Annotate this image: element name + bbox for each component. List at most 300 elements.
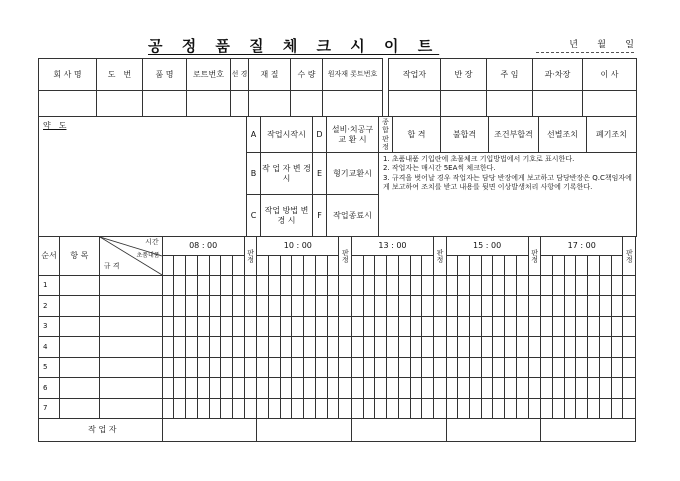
sample-cell[interactable]: [327, 296, 339, 317]
sample-cell[interactable]: [422, 398, 434, 419]
judge-cell[interactable]: [528, 316, 541, 337]
manager-sign-cell[interactable]: [533, 91, 583, 117]
sample-cell[interactable]: [315, 296, 327, 317]
sample-cell[interactable]: [398, 296, 410, 317]
drawing-cell[interactable]: [97, 91, 143, 117]
judge-cell[interactable]: [244, 296, 257, 317]
sample-cell[interactable]: [576, 337, 588, 358]
sample-cell[interactable]: [422, 296, 434, 317]
sample-cell[interactable]: [268, 357, 280, 378]
sample-cell[interactable]: [611, 357, 623, 378]
sample-cell[interactable]: [292, 398, 304, 419]
foreman-sign-cell[interactable]: [487, 91, 533, 117]
sample-cell[interactable]: [221, 378, 233, 399]
sample-cell[interactable]: [458, 316, 470, 337]
sample-cell[interactable]: [280, 337, 292, 358]
judge-cell[interactable]: [244, 275, 257, 296]
lot-cell[interactable]: [187, 91, 231, 117]
item-cell[interactable]: [59, 337, 99, 358]
judge-cell[interactable]: [528, 398, 541, 419]
sample-cell[interactable]: [232, 357, 244, 378]
sample-cell[interactable]: [268, 275, 280, 296]
judge-col-pass[interactable]: 합 격: [393, 117, 441, 153]
judge-cell[interactable]: [244, 316, 257, 337]
sample-cell[interactable]: [611, 296, 623, 317]
sample-cell[interactable]: [197, 275, 209, 296]
sample-cell[interactable]: [599, 316, 611, 337]
sample-cell[interactable]: [232, 296, 244, 317]
sample-cell[interactable]: [162, 357, 174, 378]
qty-cell[interactable]: [291, 91, 323, 117]
sample-cell[interactable]: [221, 357, 233, 378]
judge-cell[interactable]: [244, 378, 257, 399]
sample-cell[interactable]: [387, 296, 399, 317]
sample-cell[interactable]: [469, 357, 481, 378]
sample-cell[interactable]: [493, 296, 505, 317]
judge-cell[interactable]: [339, 275, 352, 296]
material-cell[interactable]: [249, 91, 291, 117]
sample-cell[interactable]: [469, 378, 481, 399]
sample-cell[interactable]: [599, 337, 611, 358]
judge-cell[interactable]: [623, 398, 636, 419]
sample-cell[interactable]: [363, 398, 375, 419]
judge-cell[interactable]: [623, 357, 636, 378]
worker-sign-cell[interactable]: [162, 419, 257, 442]
sample-cell[interactable]: [541, 378, 553, 399]
sample-cell[interactable]: [174, 398, 186, 419]
sample-cell[interactable]: [257, 398, 269, 419]
sample-cell[interactable]: [280, 316, 292, 337]
company-cell[interactable]: [39, 91, 97, 117]
sample-cell[interactable]: [493, 357, 505, 378]
sample-cell[interactable]: [257, 316, 269, 337]
sample-cell[interactable]: [469, 337, 481, 358]
sample-cell[interactable]: [564, 398, 576, 419]
sample-cell[interactable]: [232, 316, 244, 337]
sample-cell[interactable]: [552, 337, 564, 358]
sample-cell[interactable]: [481, 296, 493, 317]
sample-cell[interactable]: [564, 357, 576, 378]
sample-cell[interactable]: [398, 337, 410, 358]
sample-cell[interactable]: [304, 378, 316, 399]
sample-cell[interactable]: [209, 296, 221, 317]
worker-sign-cell[interactable]: [389, 91, 441, 117]
sample-cell[interactable]: [552, 357, 564, 378]
sample-cell[interactable]: [564, 378, 576, 399]
sample-cell[interactable]: [446, 398, 458, 419]
sample-cell[interactable]: [327, 398, 339, 419]
sample-cell[interactable]: [599, 357, 611, 378]
sample-cell[interactable]: [410, 398, 422, 419]
sample-cell[interactable]: [186, 316, 198, 337]
sample-cell[interactable]: [327, 357, 339, 378]
judge-cell[interactable]: [433, 296, 446, 317]
judge-cell[interactable]: [623, 275, 636, 296]
sample-cell[interactable]: [446, 357, 458, 378]
sample-cell[interactable]: [481, 316, 493, 337]
judge-cell[interactable]: [339, 296, 352, 317]
sample-cell[interactable]: [315, 337, 327, 358]
sample-cell[interactable]: [398, 398, 410, 419]
sample-cell[interactable]: [599, 296, 611, 317]
sample-cell[interactable]: [174, 357, 186, 378]
sample-cell[interactable]: [481, 275, 493, 296]
sample-cell[interactable]: [221, 296, 233, 317]
judge-cell[interactable]: [623, 316, 636, 337]
sample-cell[interactable]: [422, 357, 434, 378]
sample-cell[interactable]: [292, 357, 304, 378]
worker-sign-cell[interactable]: [446, 419, 541, 442]
sample-cell[interactable]: [162, 378, 174, 399]
sample-cell[interactable]: [410, 357, 422, 378]
sample-cell[interactable]: [232, 398, 244, 419]
sample-cell[interactable]: [458, 275, 470, 296]
sample-cell[interactable]: [458, 296, 470, 317]
sample-cell[interactable]: [588, 378, 600, 399]
sample-cell[interactable]: [611, 275, 623, 296]
sample-cell[interactable]: [422, 316, 434, 337]
sample-cell[interactable]: [564, 275, 576, 296]
sample-cell[interactable]: [599, 398, 611, 419]
spec-cell[interactable]: [99, 337, 162, 358]
sample-cell[interactable]: [469, 296, 481, 317]
sample-cell[interactable]: [221, 275, 233, 296]
sample-cell[interactable]: [446, 316, 458, 337]
sample-cell[interactable]: [363, 378, 375, 399]
sample-cell[interactable]: [351, 378, 363, 399]
sample-cell[interactable]: [481, 378, 493, 399]
sample-cell[interactable]: [410, 296, 422, 317]
sample-cell[interactable]: [552, 378, 564, 399]
sample-cell[interactable]: [469, 398, 481, 419]
sample-cell[interactable]: [458, 378, 470, 399]
judge-cell[interactable]: [339, 337, 352, 358]
judge-cell[interactable]: [244, 357, 257, 378]
judge-col-conditional[interactable]: 조건부합격: [489, 117, 539, 153]
sample-cell[interactable]: [351, 337, 363, 358]
sample-cell[interactable]: [351, 316, 363, 337]
worker-sign-cell[interactable]: [351, 419, 446, 442]
sample-cell[interactable]: [315, 275, 327, 296]
sample-cell[interactable]: [410, 275, 422, 296]
sample-cell[interactable]: [280, 398, 292, 419]
sample-cell[interactable]: [292, 378, 304, 399]
sample-cell[interactable]: [327, 275, 339, 296]
spec-cell[interactable]: [99, 398, 162, 419]
sample-cell[interactable]: [564, 337, 576, 358]
sample-cell[interactable]: [387, 398, 399, 419]
sample-cell[interactable]: [422, 337, 434, 358]
judge-cell[interactable]: [433, 337, 446, 358]
sample-cell[interactable]: [375, 275, 387, 296]
sample-cell[interactable]: [327, 337, 339, 358]
sample-cell[interactable]: [387, 316, 399, 337]
raw-lot-cell[interactable]: [323, 91, 383, 117]
sample-cell[interactable]: [162, 337, 174, 358]
judge-cell[interactable]: [339, 378, 352, 399]
sample-cell[interactable]: [493, 275, 505, 296]
sample-cell[interactable]: [315, 357, 327, 378]
sample-cell[interactable]: [197, 337, 209, 358]
sample-cell[interactable]: [268, 316, 280, 337]
judge-col-scrap[interactable]: 폐기조치: [587, 117, 637, 153]
sample-cell[interactable]: [387, 357, 399, 378]
sample-cell[interactable]: [304, 275, 316, 296]
sample-cell[interactable]: [363, 275, 375, 296]
judge-col-fail[interactable]: 불합격: [441, 117, 489, 153]
sample-cell[interactable]: [493, 398, 505, 419]
sample-cell[interactable]: [552, 316, 564, 337]
judge-cell[interactable]: [528, 337, 541, 358]
sample-cell[interactable]: [315, 378, 327, 399]
sample-cell[interactable]: [398, 378, 410, 399]
sample-cell[interactable]: [375, 378, 387, 399]
sample-cell[interactable]: [505, 275, 517, 296]
sample-cell[interactable]: [493, 316, 505, 337]
sample-cell[interactable]: [446, 275, 458, 296]
sample-cell[interactable]: [422, 378, 434, 399]
sample-cell[interactable]: [186, 357, 198, 378]
sample-cell[interactable]: [481, 398, 493, 419]
sample-cell[interactable]: [375, 357, 387, 378]
sample-cell[interactable]: [257, 357, 269, 378]
sample-cell[interactable]: [588, 398, 600, 419]
sample-cell[interactable]: [162, 296, 174, 317]
sample-cell[interactable]: [505, 398, 517, 419]
team-leader-sign-cell[interactable]: [441, 91, 487, 117]
sample-cell[interactable]: [363, 296, 375, 317]
sample-cell[interactable]: [398, 275, 410, 296]
judge-cell[interactable]: [623, 296, 636, 317]
sample-cell[interactable]: [516, 316, 528, 337]
judge-cell[interactable]: [433, 316, 446, 337]
sample-cell[interactable]: [516, 357, 528, 378]
sample-cell[interactable]: [516, 296, 528, 317]
sample-cell[interactable]: [611, 378, 623, 399]
sample-cell[interactable]: [599, 378, 611, 399]
sample-cell[interactable]: [209, 398, 221, 419]
sample-cell[interactable]: [469, 316, 481, 337]
sample-cell[interactable]: [221, 316, 233, 337]
sample-cell[interactable]: [588, 337, 600, 358]
sample-cell[interactable]: [174, 337, 186, 358]
sample-cell[interactable]: [304, 337, 316, 358]
sample-cell[interactable]: [315, 398, 327, 419]
item-cell[interactable]: [59, 316, 99, 337]
part-cell[interactable]: [143, 91, 187, 117]
sample-cell[interactable]: [516, 398, 528, 419]
judge-cell[interactable]: [339, 316, 352, 337]
judge-cell[interactable]: [528, 275, 541, 296]
judge-cell[interactable]: [623, 378, 636, 399]
sample-cell[interactable]: [505, 357, 517, 378]
sample-cell[interactable]: [268, 337, 280, 358]
line-cell[interactable]: [231, 91, 249, 117]
sample-cell[interactable]: [564, 296, 576, 317]
sample-cell[interactable]: [304, 357, 316, 378]
sample-cell[interactable]: [541, 316, 553, 337]
judge-cell[interactable]: [339, 398, 352, 419]
sample-cell[interactable]: [552, 398, 564, 419]
spec-cell[interactable]: [99, 357, 162, 378]
judge-cell[interactable]: [528, 296, 541, 317]
sample-cell[interactable]: [292, 316, 304, 337]
sample-cell[interactable]: [410, 337, 422, 358]
sample-cell[interactable]: [387, 337, 399, 358]
item-cell[interactable]: [59, 357, 99, 378]
sample-cell[interactable]: [541, 275, 553, 296]
spec-cell[interactable]: [99, 296, 162, 317]
sample-cell[interactable]: [541, 357, 553, 378]
sample-cell[interactable]: [588, 357, 600, 378]
sample-cell[interactable]: [505, 337, 517, 358]
sample-cell[interactable]: [197, 296, 209, 317]
item-cell[interactable]: [59, 398, 99, 419]
sample-cell[interactable]: [304, 398, 316, 419]
judge-cell[interactable]: [528, 357, 541, 378]
sample-cell[interactable]: [327, 378, 339, 399]
sample-cell[interactable]: [446, 337, 458, 358]
judge-cell[interactable]: [244, 398, 257, 419]
spec-cell[interactable]: [99, 275, 162, 296]
sample-cell[interactable]: [398, 316, 410, 337]
sample-cell[interactable]: [162, 316, 174, 337]
sample-cell[interactable]: [197, 398, 209, 419]
judge-cell[interactable]: [244, 337, 257, 358]
sample-cell[interactable]: [541, 337, 553, 358]
worker-sign-cell[interactable]: [541, 419, 636, 442]
sample-cell[interactable]: [304, 296, 316, 317]
sample-cell[interactable]: [481, 357, 493, 378]
sample-cell[interactable]: [292, 275, 304, 296]
judge-cell[interactable]: [528, 378, 541, 399]
sample-cell[interactable]: [186, 378, 198, 399]
sample-cell[interactable]: [174, 316, 186, 337]
sample-cell[interactable]: [268, 378, 280, 399]
sample-cell[interactable]: [387, 275, 399, 296]
judge-cell[interactable]: [433, 378, 446, 399]
sample-cell[interactable]: [315, 316, 327, 337]
sample-cell[interactable]: [422, 275, 434, 296]
sample-cell[interactable]: [197, 357, 209, 378]
sample-cell[interactable]: [458, 398, 470, 419]
sketch-area[interactable]: [39, 117, 247, 237]
sample-cell[interactable]: [363, 337, 375, 358]
sample-cell[interactable]: [611, 316, 623, 337]
sample-cell[interactable]: [351, 275, 363, 296]
spec-cell[interactable]: [99, 316, 162, 337]
sample-cell[interactable]: [186, 398, 198, 419]
sample-cell[interactable]: [398, 357, 410, 378]
judge-cell[interactable]: [433, 275, 446, 296]
sample-cell[interactable]: [552, 296, 564, 317]
sample-cell[interactable]: [611, 337, 623, 358]
sample-cell[interactable]: [162, 398, 174, 419]
sample-cell[interactable]: [304, 316, 316, 337]
sample-cell[interactable]: [446, 296, 458, 317]
date-field[interactable]: [536, 37, 634, 53]
sample-cell[interactable]: [221, 337, 233, 358]
sample-cell[interactable]: [458, 337, 470, 358]
sample-cell[interactable]: [363, 357, 375, 378]
sample-cell[interactable]: [469, 275, 481, 296]
sample-cell[interactable]: [186, 296, 198, 317]
judge-cell[interactable]: [433, 357, 446, 378]
sample-cell[interactable]: [186, 275, 198, 296]
sample-cell[interactable]: [351, 296, 363, 317]
sample-cell[interactable]: [280, 275, 292, 296]
sample-cell[interactable]: [209, 316, 221, 337]
sample-cell[interactable]: [257, 275, 269, 296]
sample-cell[interactable]: [268, 296, 280, 317]
sample-cell[interactable]: [375, 398, 387, 419]
sample-cell[interactable]: [174, 378, 186, 399]
sample-cell[interactable]: [576, 357, 588, 378]
judge-cell[interactable]: [433, 398, 446, 419]
sample-cell[interactable]: [375, 296, 387, 317]
sample-cell[interactable]: [174, 275, 186, 296]
judge-cell[interactable]: [623, 337, 636, 358]
sample-cell[interactable]: [576, 378, 588, 399]
sample-cell[interactable]: [375, 337, 387, 358]
sample-cell[interactable]: [576, 296, 588, 317]
sample-cell[interactable]: [564, 316, 576, 337]
sample-cell[interactable]: [588, 275, 600, 296]
sample-cell[interactable]: [576, 316, 588, 337]
sample-cell[interactable]: [552, 275, 564, 296]
sample-cell[interactable]: [209, 378, 221, 399]
sample-cell[interactable]: [516, 378, 528, 399]
sample-cell[interactable]: [493, 337, 505, 358]
sample-cell[interactable]: [280, 378, 292, 399]
sample-cell[interactable]: [186, 337, 198, 358]
sample-cell[interactable]: [446, 378, 458, 399]
worker-sign-cell[interactable]: [257, 419, 352, 442]
sample-cell[interactable]: [292, 337, 304, 358]
sample-cell[interactable]: [387, 378, 399, 399]
sample-cell[interactable]: [505, 296, 517, 317]
sample-cell[interactable]: [209, 337, 221, 358]
sample-cell[interactable]: [197, 378, 209, 399]
sample-cell[interactable]: [516, 275, 528, 296]
judge-cell[interactable]: [339, 357, 352, 378]
sample-cell[interactable]: [576, 275, 588, 296]
sample-cell[interactable]: [351, 357, 363, 378]
item-cell[interactable]: [59, 378, 99, 399]
sample-cell[interactable]: [505, 378, 517, 399]
sample-cell[interactable]: [410, 378, 422, 399]
sample-cell[interactable]: [611, 398, 623, 419]
sample-cell[interactable]: [232, 378, 244, 399]
sample-cell[interactable]: [493, 378, 505, 399]
sample-cell[interactable]: [541, 398, 553, 419]
sample-cell[interactable]: [541, 296, 553, 317]
sample-cell[interactable]: [209, 357, 221, 378]
sample-cell[interactable]: [458, 357, 470, 378]
sample-cell[interactable]: [327, 316, 339, 337]
sample-cell[interactable]: [232, 275, 244, 296]
sample-cell[interactable]: [505, 316, 517, 337]
sample-cell[interactable]: [292, 296, 304, 317]
item-cell[interactable]: [59, 296, 99, 317]
sample-cell[interactable]: [410, 316, 422, 337]
sample-cell[interactable]: [174, 296, 186, 317]
sample-cell[interactable]: [516, 337, 528, 358]
sample-cell[interactable]: [221, 398, 233, 419]
sample-cell[interactable]: [363, 316, 375, 337]
sample-cell[interactable]: [375, 316, 387, 337]
judge-col-sort[interactable]: 선별조치: [539, 117, 587, 153]
